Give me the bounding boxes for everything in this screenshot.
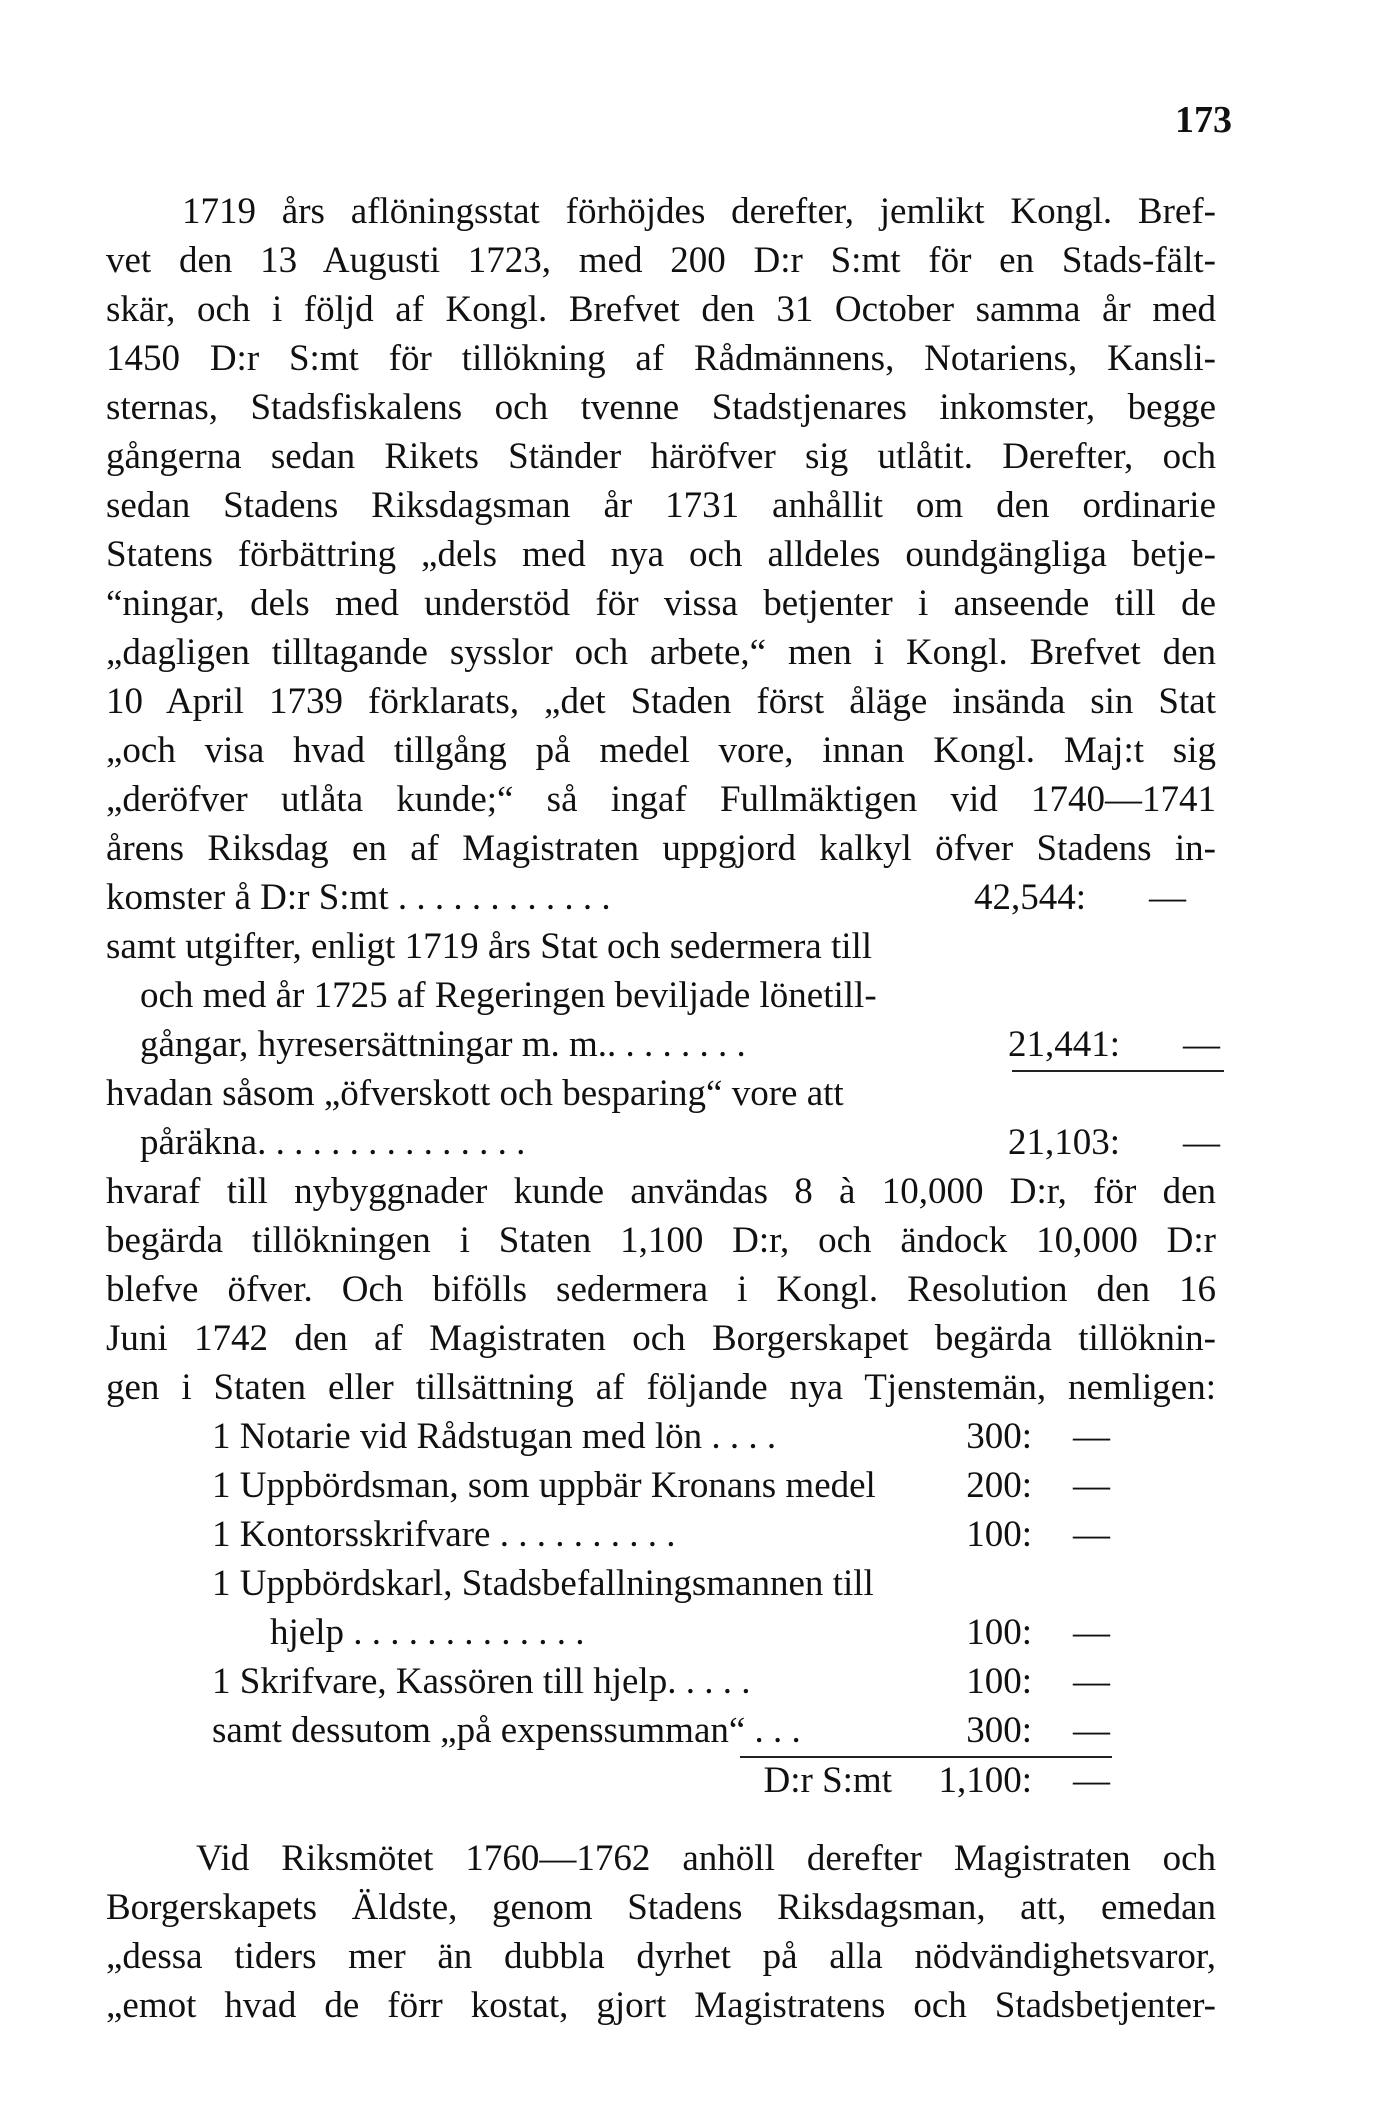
text-line: 10 April 1739 förklarats, „det Staden först åläge insända sin Stat: [106, 681, 1216, 722]
staff-label: 1 Uppbördsman, som uppbär Kronans medel: [212, 1465, 876, 1506]
staff-dash: —: [1073, 1416, 1110, 1457]
expense-dash: —: [1183, 1024, 1220, 1065]
staff-total-amount: 1,100:: [938, 1760, 1032, 1801]
expense-label-2: och med år 1725 af Regeringen beviljade lönetill-: [140, 975, 877, 1016]
staff-label: hjelp . . . . . . . . . . . . .: [270, 1612, 585, 1653]
text-line: Vid Riksmötet 1760—1762 anhöll derefter Magistraten och: [196, 1838, 1216, 1879]
page-number: 173: [1175, 99, 1232, 141]
income-amount: 42,544:: [973, 877, 1086, 918]
staff-amount: 300:: [966, 1416, 1032, 1457]
text-line: „och visa hvad tillgång på medel vore, innan Kongl. Maj:t sig: [106, 730, 1216, 771]
income-dash: —: [1149, 877, 1186, 918]
expense-amount: 21,441:: [1007, 1024, 1120, 1065]
staff-label: 1 Notarie vid Rådstugan med lön . . . .: [212, 1416, 777, 1457]
text-line: „dagligen tilltagande sysslor och arbete,“ men i Kongl. Brefvet den: [106, 632, 1216, 673]
text-line: hvaraf till nybyggnader kunde användas 8 à 10,000 D:r, för den: [106, 1171, 1216, 1212]
text-line: „deröfver utlåta kunde;“ så ingaf Fullmäktigen vid 1740—1741: [106, 779, 1216, 820]
text-line: 1719 års aflöningsstat förhöjdes derefter, jemlikt Kongl. Bref-: [182, 191, 1216, 232]
surplus-label-2: påräkna. . . . . . . . . . . . . . .: [140, 1122, 526, 1163]
staff-label: samt dessutom „på expenssumman“ . . .: [212, 1710, 801, 1751]
text-line: „emot hvad de förr kostat, gjort Magistratens och Stadsbetjenter-: [106, 1985, 1216, 2026]
staff-dash: —: [1073, 1465, 1110, 1506]
staff-total-dash: —: [1073, 1760, 1110, 1801]
expense-label-line: [106, 928, 872, 965]
expense-label-3: gångar, hyresersättningar m. m.. . . . . . . .: [140, 1024, 746, 1065]
staff-total-label: D:r S:mt: [763, 1760, 892, 1801]
staff-dash: —: [1073, 1612, 1110, 1653]
text-line: vet den 13 Augusti 1723, med 200 D:r S:mt för en Stads-fält-: [106, 240, 1216, 281]
staff-amount: 100:: [966, 1661, 1032, 1702]
sum-rule: [1012, 1070, 1224, 1072]
surplus-dash: —: [1183, 1122, 1220, 1163]
staff-label: 1 Skrifvare, Kassören till hjelp. . . . .: [212, 1661, 751, 1702]
text-line: sternas, Stadsfiskalens och tvenne Stadstjenares inkomster, begge: [106, 387, 1216, 428]
text-line: sedan Stadens Riksdagsman år 1731 anhållit om den ordinarie: [106, 485, 1216, 526]
text-line: begärda tillökningen i Staten 1,100 D:r, och ändock 10,000 D:r: [106, 1220, 1216, 1261]
staff-amount: 100:: [966, 1612, 1032, 1653]
surplus-label-line: [106, 1075, 844, 1112]
text-line: blefve öfver. Och bifölls sedermera i Kongl. Resolution den 16: [106, 1269, 1216, 1310]
text-line: Statens förbättring „dels med nya och alldeles oundgängliga betje-: [106, 534, 1216, 575]
staff-label: 1 Kontorsskrifvare . . . . . . . . . .: [212, 1514, 676, 1555]
expense-label-1: samt utgifter, enligt 1719 års Stat och sedermera till: [106, 926, 873, 967]
staff-amount: 200:: [966, 1465, 1032, 1506]
expense-label-line: [140, 977, 877, 1014]
staff-sum-rule: [740, 1756, 1112, 1758]
text-line: gångerna sedan Rikets Ständer häröfver sig utlåtit. Derefter, och: [106, 436, 1216, 477]
text-line: “ningar, dels med understöd för vissa betjenter i anseende till de: [106, 583, 1216, 624]
staff-dash: —: [1073, 1661, 1110, 1702]
staff-amount: 300:: [966, 1710, 1032, 1751]
surplus-amount: 21,103:: [1007, 1122, 1120, 1163]
staff-dash: —: [1073, 1514, 1110, 1555]
income-label: komster å D:r S:mt . . . . . . . . . . . .: [106, 877, 611, 918]
surplus-label-1: hvadan såsom „öfverskott och besparing“ vore att: [106, 1073, 844, 1114]
text-line: „dessa tiders mer än dubbla dyrhet på alla nödvändighetsvaror,: [106, 1936, 1216, 1977]
text-line: Borgerskapets Äldste, genom Stadens Riksdagsman, att, emedan: [106, 1887, 1216, 1928]
staff-dash: —: [1073, 1710, 1110, 1751]
text-line: Juni 1742 den af Magistraten och Borgerskapet begärda tillöknin-: [106, 1318, 1216, 1359]
text-line: gen i Staten eller tillsättning af följande nya Tjenstemän, nemligen:: [106, 1367, 1216, 1408]
staff-label: 1 Uppbördskarl, Stadsbefallningsmannen till: [212, 1563, 874, 1604]
staff-amount: 100:: [966, 1514, 1032, 1555]
text-line: 1450 D:r S:mt för tillökning af Rådmännens, Notariens, Kansli-: [106, 338, 1216, 379]
text-line: skär, och i följd af Kongl. Brefvet den 31 October samma år med: [106, 289, 1216, 330]
text-line: årens Riksdag en af Magistraten uppgjord kalkyl öfver Stadens in-: [106, 828, 1216, 869]
